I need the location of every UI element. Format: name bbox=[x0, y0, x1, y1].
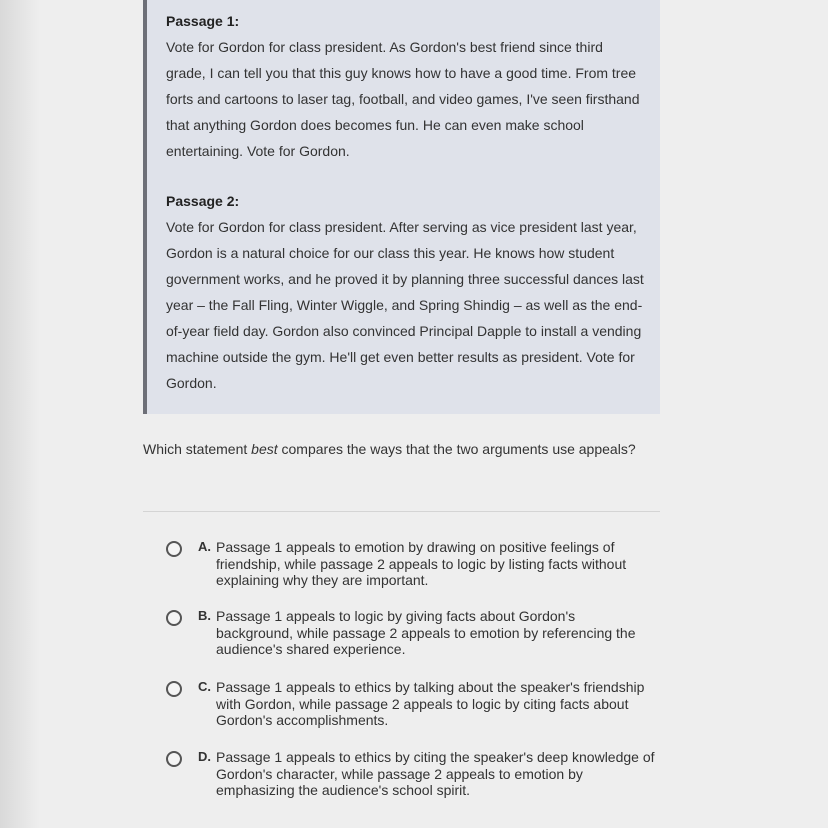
passage-panel bbox=[143, 0, 660, 414]
question-text-start: Which statement bbox=[143, 441, 252, 457]
choice-text-a: Passage 1 appeals to emotion by drawing on positive feelings of friendship, while passage 2 appeals to logic by listing facts without explaining why they are important. bbox=[216, 539, 627, 588]
choice-text-b: Passage 1 appeals to logic by giving facts about Gordon's background, while passage 2 appeals to emotion by referencing the audience's shared experience. bbox=[216, 608, 636, 657]
choice-letter-d: D. bbox=[198, 749, 211, 764]
radio-button-a[interactable] bbox=[166, 541, 182, 557]
question-text-end: compares the ways that the two arguments use appeals? bbox=[277, 441, 636, 457]
radio-button-d[interactable] bbox=[166, 751, 182, 767]
choice-letter-c: C. bbox=[198, 679, 211, 694]
radio-button-b[interactable] bbox=[166, 610, 182, 626]
answer-choice-a[interactable] bbox=[166, 539, 666, 589]
question-emphasis: best bbox=[251, 441, 278, 457]
choice-text-d: Passage 1 appeals to ethics by citing the speaker's deep knowledge of Gordon's character, while passage 2 appeals to emotion by emphasizing the audience's school spirit. bbox=[216, 749, 655, 798]
answer-choice-c[interactable] bbox=[166, 679, 666, 729]
question-prompt bbox=[143, 436, 643, 462]
choice-text-c: Passage 1 appeals to ethics by talking about the speaker's friendship with Gordon, while passage 2 appeals to logic by citing facts about Gordon's accomplishments. bbox=[216, 679, 645, 728]
divider bbox=[143, 511, 660, 512]
passage-2-title: Passage 2: bbox=[166, 193, 240, 209]
choice-letter-b: B. bbox=[198, 608, 211, 623]
passage-1-title: Passage 1: bbox=[166, 13, 240, 29]
passage-2-text: Vote for Gordon for class president. After serving as vice president last year, Gordon is a natural choice for our class this year. He knows how student government works, and he proved it by planning three successful dances last year – the Fall Fling, Winter Wiggle, and Spring Shindig – as well as the end-of-year field day. Gordon also convinced Principal Dapple to install a vending machine outside the gym. He'll get even better results as president. Vote for Gordon. bbox=[166, 219, 644, 391]
answer-choice-d[interactable] bbox=[166, 749, 666, 799]
background-shade bbox=[0, 0, 40, 828]
radio-button-c[interactable] bbox=[166, 681, 182, 697]
choice-letter-a: A. bbox=[198, 539, 211, 554]
passage-1-text: Vote for Gordon for class president. As Gordon's best friend since third grade, I can tell you that this guy knows how to have a good time. From tree forts and cartoons to laser tag, football, and video games, I've seen firsthand that anything Gordon does becomes fun. He can even make school entertaining. Vote for Gordon. bbox=[166, 39, 640, 159]
answer-choice-b[interactable] bbox=[166, 608, 666, 658]
